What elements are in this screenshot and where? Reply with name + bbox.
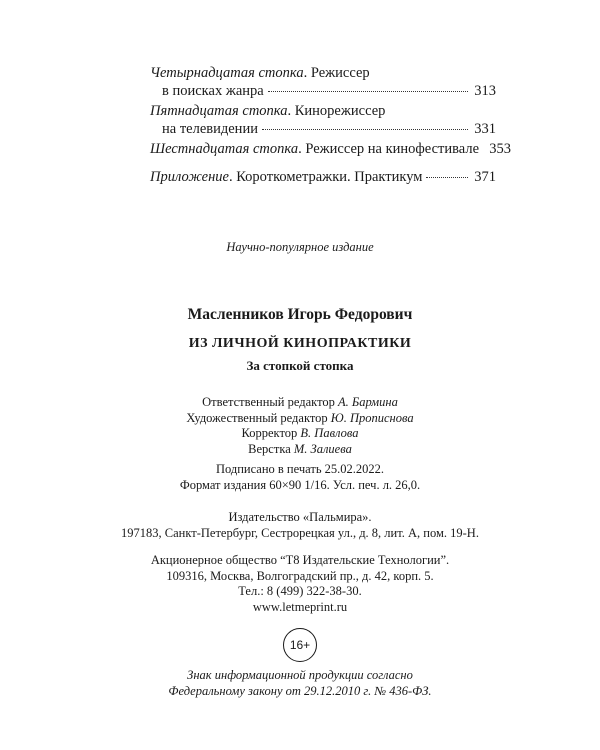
age-rating-badge: 16+ bbox=[283, 628, 317, 662]
credit-line bbox=[0, 395, 600, 411]
publisher-address: 197183, Санкт-Петербург, Сестрорецкая ул., д. 8, лит. А, пом. 19-Н. bbox=[121, 525, 479, 540]
toc-entry-second-line bbox=[150, 120, 496, 138]
credit-line bbox=[0, 411, 600, 427]
table-of-contents bbox=[150, 64, 512, 188]
credit-role: Корректор bbox=[241, 426, 298, 440]
publisher-name: Издательство «Пальмира». bbox=[228, 510, 372, 524]
book-title: ИЗ ЛИЧНОЙ КИНОПРАКТИКИ bbox=[188, 336, 412, 351]
toc-part: Пятнадцатая стопка bbox=[150, 103, 288, 119]
toc-title-cont: в поисках жанра bbox=[162, 83, 264, 99]
toc-page: 331 bbox=[474, 121, 496, 137]
printer-info bbox=[0, 553, 600, 615]
credit-person: В. Павлова bbox=[300, 426, 359, 440]
credit-person: М. Залиева bbox=[293, 441, 352, 456]
publisher-info bbox=[0, 510, 600, 541]
toc-title: Режиссер на кинофестивале bbox=[305, 141, 480, 157]
print-info bbox=[0, 462, 600, 493]
toc-entry bbox=[150, 168, 496, 186]
law-notice bbox=[0, 668, 600, 699]
credit-role: Верстка bbox=[248, 441, 291, 456]
law-notice-line: Знак информационной продукции согласно bbox=[187, 668, 413, 682]
credit-role: Художественный редактор bbox=[186, 410, 328, 425]
toc-part: Приложение bbox=[150, 169, 229, 185]
credit-person: Ю. Прописнова bbox=[330, 410, 414, 425]
law-notice-line: Федеральному закону от 29.12.2010 г. № 436-ФЗ. bbox=[168, 683, 432, 698]
credit-person: А. Бармина bbox=[338, 395, 398, 409]
toc-entry-line: Приложение. Короткометражки. Практикум 371 bbox=[150, 169, 496, 185]
toc-entry-first-line: Пятнадцатая стопка. Кинорежиссер bbox=[150, 103, 386, 119]
credit-role: Ответственный редактор bbox=[202, 395, 335, 409]
printer-phone: Тел.: 8 (499) 322-38-30. bbox=[238, 584, 362, 598]
toc-page: 353 bbox=[489, 141, 512, 157]
printer-website: www.letmeprint.ru bbox=[252, 599, 348, 614]
toc-entry-first-line: Четырнадцатая стопка. Режиссер bbox=[150, 65, 370, 81]
toc-leader bbox=[268, 81, 468, 92]
toc-part: Четырнадцатая стопка bbox=[150, 65, 304, 81]
toc-entry bbox=[150, 102, 496, 138]
print-signed-date: Подписано в печать 25.02.2022. bbox=[215, 462, 385, 476]
toc-title: Кинорежиссер bbox=[294, 103, 386, 119]
toc-title: Режиссер bbox=[310, 65, 370, 81]
toc-entry bbox=[150, 64, 496, 100]
toc-page: 371 bbox=[474, 169, 496, 185]
toc-title-cont: на телевидении bbox=[162, 121, 258, 137]
toc-leader bbox=[262, 119, 468, 130]
credit-line bbox=[0, 426, 600, 442]
toc-page: 313 bbox=[474, 83, 496, 99]
print-format: Формат издания 60×90 1/16. Усл. печ. л. 26,0. bbox=[179, 477, 421, 492]
printer-name: Акционерное общество “Т8 Издательские Технологии”. bbox=[150, 553, 450, 567]
credit-line bbox=[0, 442, 600, 458]
edition-genre: Научно-популярное издание bbox=[226, 240, 374, 254]
toc-entry bbox=[150, 140, 512, 158]
toc-entry-second-line bbox=[150, 82, 496, 100]
age-rating-wrap bbox=[0, 628, 600, 662]
editorial-credits bbox=[0, 395, 600, 457]
toc-leader bbox=[426, 167, 468, 178]
author-name: Масленников Игорь Федорович bbox=[187, 306, 413, 323]
printer-address: 109316, Москва, Волгоградский пр., д. 42, корп. 5. bbox=[166, 568, 434, 583]
toc-entry-line: Шестнадцатая стопка. Режиссер на кинофестивале 353 bbox=[150, 141, 512, 157]
toc-part: Шестнадцатая стопка bbox=[150, 141, 299, 157]
book-subtitle: За стопкой стопка bbox=[246, 358, 354, 373]
toc-title: Короткометражки. Практикум bbox=[236, 169, 423, 185]
